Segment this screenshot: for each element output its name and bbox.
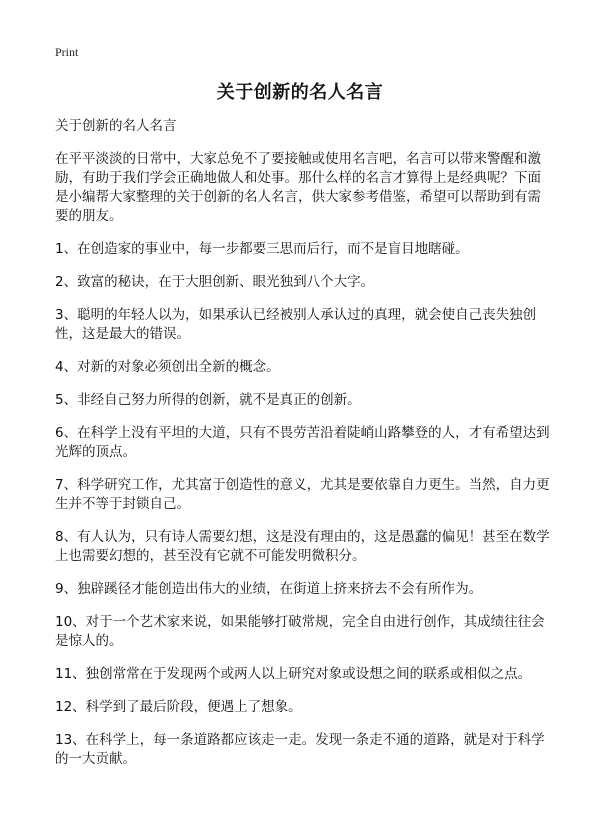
quote-item: 5、非经自己努力所得的创新，就不是真正的创新。 (55, 392, 361, 408)
quote-item: 8、有人认为，只有诗人需要幻想，这是没有理由的，这是愚蠢的偏见！甚至在数学上也需要幻想的，甚至没有它就不可能发明微积分。 (55, 529, 550, 564)
quote-item: 3、聪明的年轻人以为，如果承认已经被别人承认过的真理，就会使自己丧失独创性，这是最大的错误。 (55, 307, 537, 342)
article-body (55, 117, 551, 783)
article-subtitle: 关于创新的名人名言 (55, 118, 177, 134)
quote-item: 9、独辟蹊径才能创造出伟大的业绩，在街道上挤来挤去不会有所作为。 (55, 581, 483, 597)
quote-item: 2、致富的秘诀，在于大胆创新、眼光独到八个大字。 (55, 274, 375, 290)
page-title: 关于创新的名人名言 (216, 82, 384, 103)
quote-item: 10、对于一个艺术家来说，如果能够打破常规，完全自由进行创作，其成绩往往会是惊人的。 (55, 614, 545, 649)
quote-item: 12、科学到了最后阶段，便遇上了想象。 (55, 699, 302, 715)
intro-paragraph: 在平平淡淡的日常中，大家总免不了要接触或使用名言吧，名言可以带来警醒和激励，有助于我们学会正确地做人和处事。那什么样的名言才算得上是经典呢？下面是小编帮大家整理的关于创新的名人名言，供大家参考借鉴，希望可以帮助到有需要的朋友。 (55, 151, 541, 224)
quote-item: 13、在科学上，每一条道路都应该走一走。发现一条走不通的道路，就是对于科学的一大贡献。 (55, 732, 545, 767)
quote-item: 4、对新的对象必须创出全新的概念。 (55, 359, 280, 375)
print-link[interactable]: Print (55, 45, 79, 59)
quote-item: 11、独创常常在于发现两个或两人以上研究对象或设想之间的联系或相似之点。 (55, 666, 532, 682)
quote-item: 6、在科学上没有平坦的大道，只有不畏劳苦沿着陡峭山路攀登的人，才有希望达到光辉的顶点。 (55, 425, 550, 460)
quote-item: 7、科学研究工作，尤其富于创造性的意义，尤其是要依靠自力更生。当然，自力更生并不等于封锁自己。 (55, 477, 550, 512)
quote-item: 1、在创造家的事业中，每一步都要三思而后行，而不是盲目地瞎碰。 (55, 241, 469, 257)
